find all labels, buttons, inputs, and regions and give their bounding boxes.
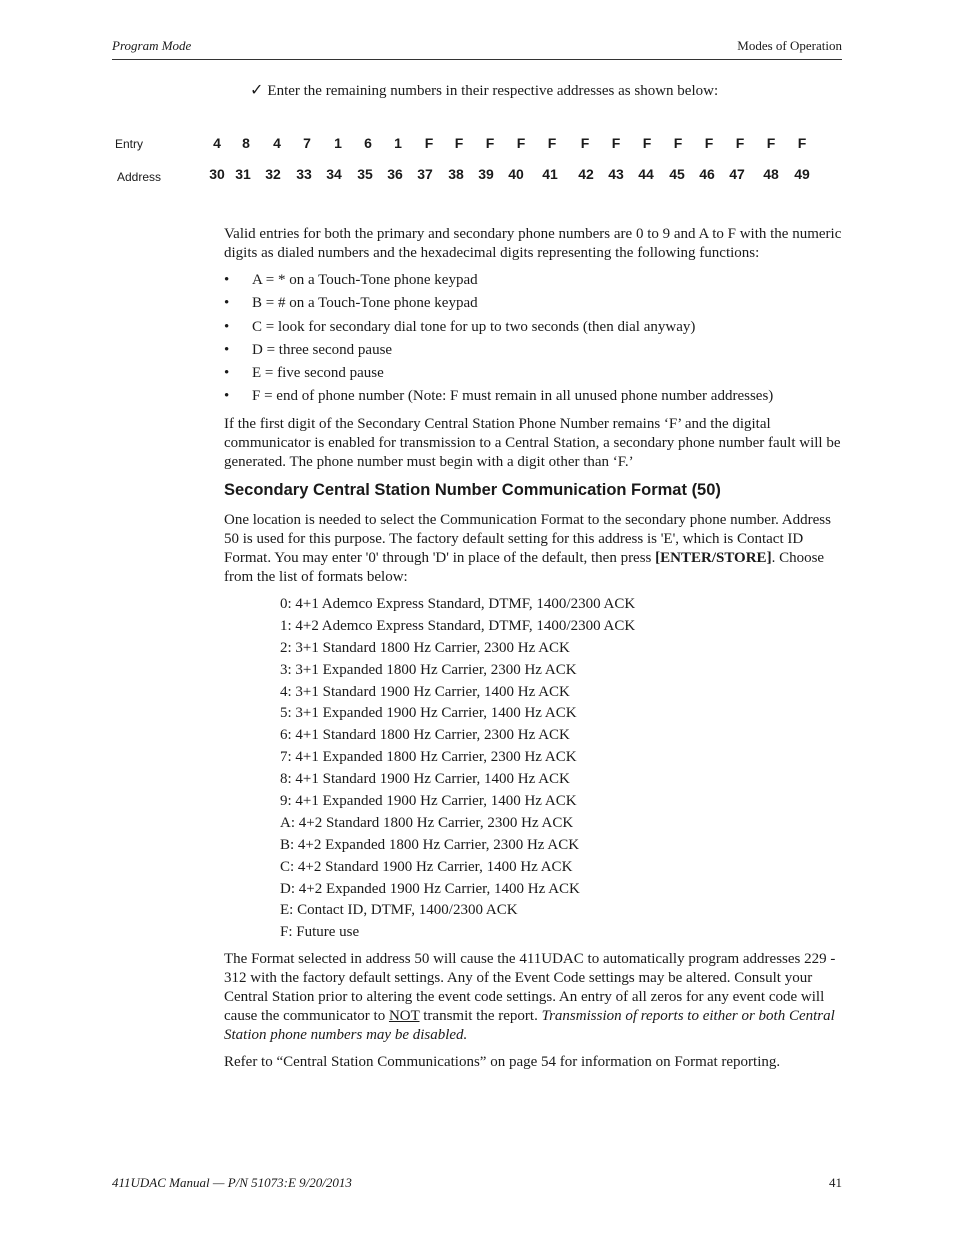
format-option: 5: 3+1 Expanded 1900 Hz Carrier, 1400 Hz ACK <box>280 705 577 722</box>
entry-cell: F <box>547 135 557 151</box>
entry-cell: F <box>642 135 652 151</box>
address-cell: 42 <box>578 166 594 182</box>
format-option: B: 4+2 Expanded 1800 Hz Carrier, 2300 Hz ACK <box>280 836 580 853</box>
format-list <box>280 595 635 945</box>
running-header-section: Program Mode <box>112 38 192 53</box>
entry-cell: 4 <box>213 135 221 151</box>
format-option: 7: 4+1 Expanded 1800 Hz Carrier, 2300 Hz ACK <box>280 749 577 766</box>
address-cell: 30 <box>209 166 225 182</box>
function-description: B = # on a Touch-Tone phone keypad <box>252 295 478 312</box>
valid-entries-paragraph <box>224 225 842 263</box>
header-rule <box>112 59 842 60</box>
checkmark-icon: ✓ <box>250 80 264 99</box>
format-option: 3: 3+1 Expanded 1800 Hz Carrier, 2300 Hz ACK <box>280 661 577 678</box>
list-item <box>224 271 842 294</box>
secondary-fault-paragraph <box>224 415 842 472</box>
bullet-icon: • <box>224 272 230 288</box>
address-cell: 44 <box>638 166 654 182</box>
address-cell: 35 <box>357 166 373 182</box>
format-option: 8: 4+1 Standard 1900 Hz Carrier, 1400 Hz ACK <box>280 771 570 788</box>
bullet-icon: • <box>224 341 230 358</box>
entry-cell: F <box>673 135 683 151</box>
list-item <box>224 387 842 410</box>
entry-cell: F <box>485 135 495 151</box>
entry-cell: 4 <box>273 135 281 151</box>
address-cell: 31 <box>235 166 251 182</box>
address-cell: 46 <box>699 166 715 182</box>
entry-cell: 6 <box>364 135 372 151</box>
bullet-icon: • <box>224 318 230 335</box>
address-cell: 40 <box>508 166 524 182</box>
format-option: 0: 4+1 Ademco Express Standard, DTMF, 1400/2300 ACK <box>280 596 636 612</box>
address-cell: 32 <box>265 166 281 182</box>
entry-cell: 7 <box>303 135 311 151</box>
reference-paragraph <box>224 1053 842 1072</box>
format-intro-paragraph <box>224 511 842 587</box>
section-heading: Secondary Central Station Number Communication Format (50) <box>224 481 721 499</box>
footer-part-number: P/N 51073:E 9/20/2013 <box>227 1175 352 1190</box>
format-option: A: 4+2 Standard 1800 Hz Carrier, 2300 Hz ACK <box>280 814 574 831</box>
format-option: 9: 4+1 Expanded 1900 Hz Carrier, 1400 Hz ACK <box>280 793 577 810</box>
reference-text: Refer to “Central Station Communications” on page 54 for information on Format reporting. <box>224 1054 781 1070</box>
format-option: F: Future use <box>280 924 360 941</box>
address-cell: 38 <box>448 166 464 182</box>
entry-cell: 8 <box>242 135 250 151</box>
address-cell: 33 <box>296 166 312 182</box>
instruction-text: Enter the remaining numbers in their respective addresses as shown below: <box>267 83 719 99</box>
format-intro-lead: One location is needed to select the Communication Format to the secondary phone number. Address 50 is used for this purpose. The factory default setting for this address is 'E', which is Contact ID Format. You may enter '0' through 'D' in place of the default, then press <box>224 512 831 566</box>
function-description: A = * on a Touch-Tone phone keypad <box>252 272 478 288</box>
address-cell: 41 <box>542 166 558 182</box>
valid-entries-text: Valid entries for both the primary and secondary phone numbers are 0 to 9 and A to F with the numeric digits as dialed numbers and the hexadecimal digits representing the following functions: <box>224 226 842 261</box>
bullet-icon: • <box>224 295 230 312</box>
list-item <box>224 318 842 341</box>
not-emphasis: NOT <box>388 1008 420 1024</box>
footer-separator: — <box>209 1175 228 1190</box>
list-item <box>224 341 842 364</box>
entry-cell: 1 <box>394 135 402 151</box>
address-row-label: Address <box>117 170 162 184</box>
format-option: C: 4+2 Standard 1900 Hz Carrier, 1400 Hz ACK <box>280 858 573 875</box>
entry-cell: F <box>424 135 434 151</box>
entry-cell: F <box>580 135 590 151</box>
entry-cell: F <box>516 135 526 151</box>
address-cell: 34 <box>326 166 342 182</box>
enter-store-key-label: [ENTER/STORE] <box>655 550 772 566</box>
entry-cell: F <box>735 135 745 151</box>
function-description: F = end of phone number (Note: F must remain in all unused phone number addresses) <box>252 388 774 405</box>
address-cell: 37 <box>417 166 433 182</box>
footer-manual-info <box>112 1175 352 1191</box>
list-item <box>224 364 842 387</box>
entry-cell: F <box>797 135 807 151</box>
format-consequence-paragraph <box>224 950 842 1045</box>
consequence-middle: transmit the report. <box>419 1008 542 1024</box>
entry-cell: F <box>766 135 776 151</box>
function-description: E = five second pause <box>252 365 384 382</box>
running-header-chapter: Modes of Operation <box>737 38 842 53</box>
list-item <box>224 294 842 317</box>
format-option: 2: 3+1 Standard 1800 Hz Carrier, 2300 Hz ACK <box>280 639 570 656</box>
format-option: 4: 3+1 Standard 1900 Hz Carrier, 1400 Hz ACK <box>280 683 570 700</box>
format-option: D: 4+2 Expanded 1900 Hz Carrier, 1400 Hz ACK <box>280 880 580 897</box>
instruction-line <box>250 80 718 100</box>
address-cell: 48 <box>763 166 779 182</box>
format-consequence-text <box>224 950 842 1045</box>
consequence-lead: The Format selected in address 50 will cause the 411UDAC to automatically program addresses 229 - 312 with the factory default settings. Any of the Event Code settings may be altered. Consult your Central Station prior to altering the event code settings. An entry of all zeros for any event code will cause the communicator to <box>224 951 836 1024</box>
format-option: 1: 4+2 Ademco Express Standard, DTMF, 1400/2300 ACK <box>280 617 636 634</box>
address-cell: 39 <box>478 166 494 182</box>
function-description: D = three second pause <box>252 341 393 358</box>
disabled-warning: Transmission of reports to either or both Central Station phone numbers may be disabled. <box>224 1008 835 1043</box>
bullet-icon: • <box>224 365 230 382</box>
footer-manual-title: 411UDAC Manual <box>112 1175 210 1190</box>
address-cell: 36 <box>387 166 403 182</box>
entry-cell: F <box>611 135 621 151</box>
format-option: 6: 4+1 Standard 1800 Hz Carrier, 2300 Hz ACK <box>280 727 570 744</box>
entry-cell: F <box>454 135 464 151</box>
entry-cell: 1 <box>334 135 342 151</box>
address-cell: 43 <box>608 166 624 182</box>
address-cell: 49 <box>794 166 810 182</box>
entry-cell: F <box>704 135 714 151</box>
address-cell: 47 <box>729 166 745 182</box>
function-list <box>224 271 842 411</box>
format-option: E: Contact ID, DTMF, 1400/2300 ACK <box>280 902 518 919</box>
format-intro-tail: . Choose from the list of formats below: <box>224 550 825 585</box>
bullet-icon: • <box>224 388 230 405</box>
secondary-fault-text: If the first digit of the Secondary Central Station Phone Number remains ‘F’ and the digital communicator is enabled for transmission to a Central Station, a secondary phone number fault will be generated. The phone number must begin with a digit other than ‘F.’ <box>224 416 841 470</box>
page-number: 41 <box>829 1175 842 1190</box>
function-description: C = look for secondary dial tone for up to two seconds (then dial anyway) <box>252 318 696 335</box>
address-cell: 45 <box>669 166 685 182</box>
format-intro-text <box>224 511 842 587</box>
entry-row-label: Entry <box>115 137 144 151</box>
